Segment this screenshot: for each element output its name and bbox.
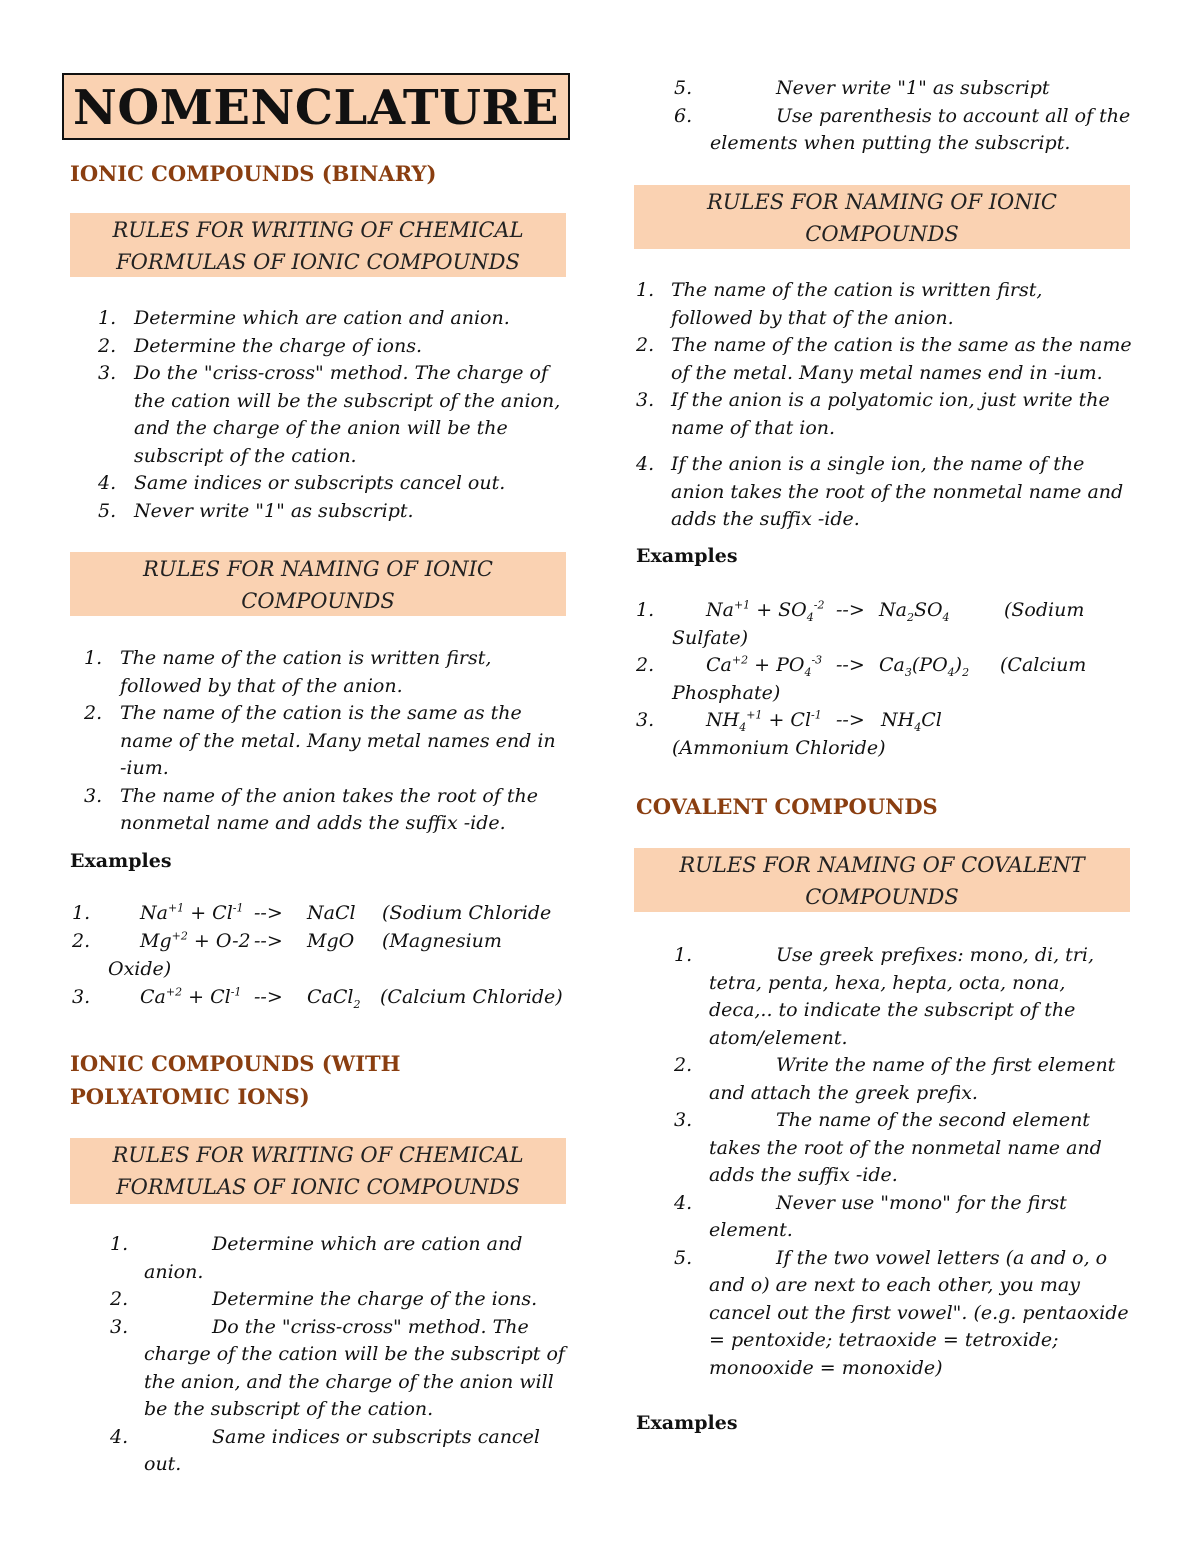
- examples-label: Examples: [70, 850, 172, 872]
- list-item: 4. Never use "mono" for the first element.: [674, 1191, 1067, 1241]
- list-item: 1. The name of the cation is written first, followed by that of the anion.: [636, 279, 1043, 329]
- list-item: 4. If the anion is a single ion, the name of the anion takes the root of the nonmetal name and adds the suffix -ide.: [636, 453, 1124, 530]
- heading-line: IONIC COMPOUNDS (WITH: [70, 1051, 401, 1076]
- example-row: 2. $Ca^{+2} + PO_4^{-3}$ --> $Ca_3(PO_4)_2$ (Calcium Phosphate): [636, 653, 1087, 704]
- list-item: 3. Do the "criss-cross" method. The charge of the cation will be the subscript of the anion, and the charge of the anion will be the subscript of the cation.: [98, 362, 561, 467]
- rules-box-line: FORMULAS OF IONIC COMPOUNDS: [116, 1175, 520, 1199]
- rules-box-line: RULES FOR NAMING OF IONIC: [707, 190, 1057, 214]
- section-heading-ionic-binary: IONIC COMPOUNDS (BINARY): [70, 161, 437, 186]
- rules-box-line: COMPOUNDS: [805, 222, 959, 246]
- list-item: 2. The name of the cation is the same as the name of the metal. Many metal names end in -ium.: [636, 334, 1132, 384]
- rules-box-line: RULES FOR WRITING OF CHEMICAL: [112, 218, 524, 242]
- example-row: 3. $NH_4^{+1} + Cl^{-1}$ --> $NH_4Cl$ (Ammonium Chloride): [636, 708, 942, 759]
- rules-box-line: RULES FOR WRITING OF CHEMICAL: [112, 1143, 524, 1167]
- writing-rules-list-polyatomic: [110, 1231, 570, 1479]
- rules-box-line: COMPOUNDS: [805, 885, 959, 909]
- list-item: 1. Determine which are cation and anion.: [98, 307, 510, 329]
- list-item: 3. The name of the second element takes the root of the nonmetal name and adds the suffix -ide.: [674, 1109, 1102, 1186]
- rules-box-naming-covalent: [634, 848, 1130, 912]
- list-item: 2. Determine the charge of ions.: [98, 334, 422, 357]
- list-item: 2. The name of the cation is the same as the name of the metal. Many metal names end in -ium.: [84, 702, 556, 779]
- section-heading-covalent: COVALENT COMPOUNDS: [636, 794, 938, 819]
- list-item: 5. Never write "1" as subscript: [674, 77, 1050, 99]
- rules-box-writing-polyatomic: [70, 1138, 566, 1204]
- naming-rules-list-polyatomic: [636, 277, 1136, 534]
- list-item: 3. The name of the anion takes the root of the nonmetal name and adds the suffix -ide.: [84, 784, 539, 834]
- rules-box-writing-binary: [70, 213, 566, 277]
- rules-box-naming-binary: [70, 552, 566, 616]
- list-item: 3. If the anion is a polyatomic ion, just write the name of that ion.: [636, 389, 1110, 439]
- examples-label: Examples: [636, 1412, 738, 1434]
- list-item: 2. Write the name of the first element and attach the greek prefix.: [674, 1054, 1116, 1104]
- rules-box-line: COMPOUNDS: [241, 589, 395, 613]
- example-row: 1. $Na^{+1} + SO_4^{-2}$ --> $Na_2SO_4$ (Sodium Sulfate): [636, 598, 1085, 649]
- writing-rules-list-binary: [98, 305, 568, 525]
- rules-box-naming-polyatomic: [634, 185, 1130, 249]
- list-item: 4. Same indices or subscripts cancel out.: [110, 1425, 540, 1475]
- example-row: 3. $Ca^{+2} + Cl^{-1}$ --> CaCl$_2$ (Calcium Chloride): [72, 985, 563, 1011]
- example-row: 2. $Mg^{+2} + O-2$ --> MgO (Magnesium Oxide): [72, 929, 502, 980]
- heading-line: POLYATOMIC IONS): [70, 1084, 310, 1109]
- examples-label: Examples: [636, 545, 738, 567]
- polyatomic-rules-continued: [674, 75, 1144, 158]
- example-row: 1. $Na^{+1} + Cl^{-1}$ --> NaCl (Sodium Chloride: [72, 901, 552, 924]
- list-item: 1. Use greek prefixes: mono, di, tri, tetra, penta, hexa, hepta, octa, nona, deca,.. to indicate the subscript of the atom/element.: [674, 944, 1095, 1049]
- rules-box-line: RULES FOR NAMING OF COVALENT: [679, 853, 1085, 877]
- rules-box-line: FORMULAS OF IONIC COMPOUNDS: [116, 250, 520, 274]
- naming-rules-list-binary: [84, 645, 568, 838]
- list-item: 5. If the two vowel letters (a and o, o and o) are next to each other, you may cancel out the first vowel". (e.g. pentaoxide = pentoxide; tetraoxide = tetroxide; monooxide = monoxide): [674, 1246, 1129, 1379]
- list-item: 1. Determine which are cation and anion.: [110, 1233, 523, 1283]
- list-item: 1. The name of the cation is written first, followed by that of the anion.: [84, 647, 492, 697]
- list-item: 5. Never write "1" as subscript.: [98, 499, 414, 522]
- rules-box-line: RULES FOR NAMING OF IONIC: [143, 557, 493, 581]
- list-item: 6. Use parenthesis to account all of the elements when putting the subscript.: [674, 104, 1131, 154]
- section-heading-ionic-polyatomic: [70, 1047, 401, 1113]
- list-item: 4. Same indices or subscripts cancel out.: [98, 472, 506, 494]
- list-item: 2. Determine the charge of the ions.: [110, 1288, 538, 1310]
- covalent-rules-list: [674, 942, 1134, 1382]
- page-title: NOMENCLATURE: [62, 73, 570, 140]
- list-item: 3. Do the "criss-cross" method. The charge of the cation will be the subscript of the anion, and the charge of the anion will be the subscript of the cation.: [110, 1315, 565, 1420]
